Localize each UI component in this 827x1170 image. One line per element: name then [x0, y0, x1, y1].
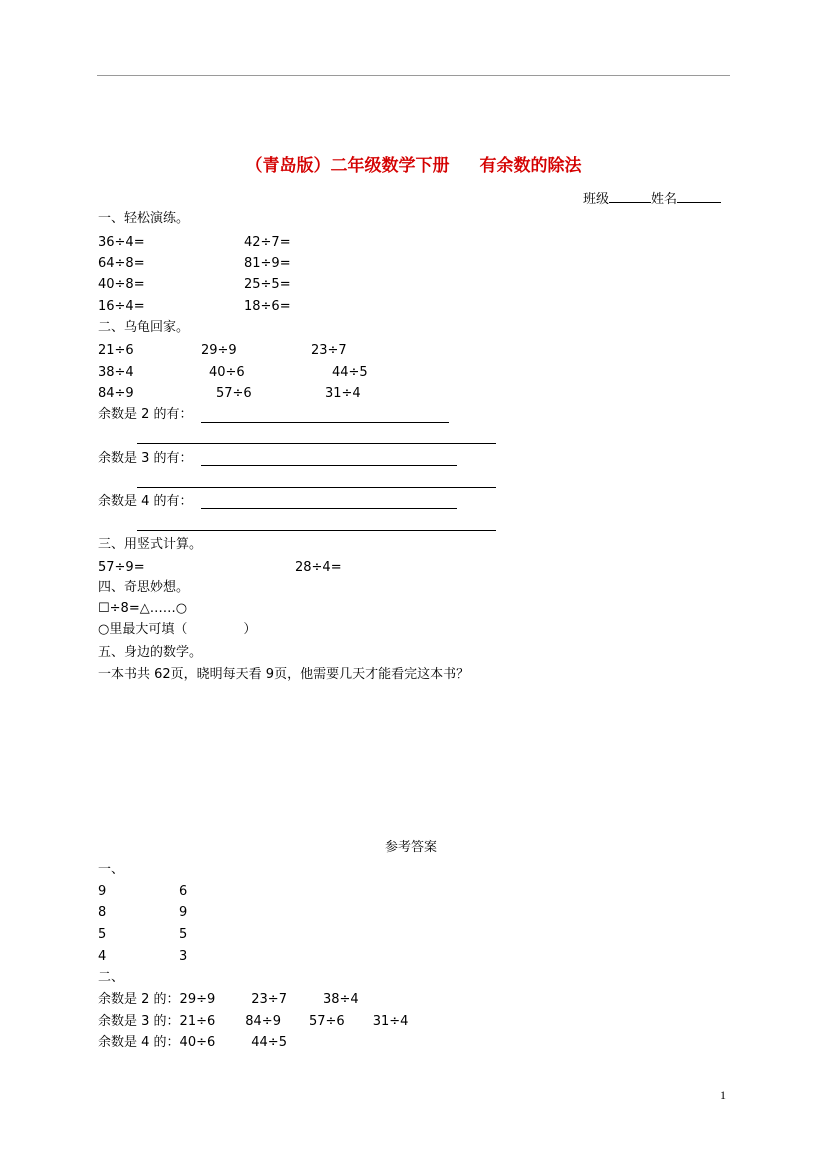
answer-line[interactable]: [137, 487, 496, 488]
class-name-fields: [583, 190, 721, 208]
answer-value: 8: [98, 905, 107, 920]
s1-item: 81÷9=: [244, 256, 291, 271]
name-label: 姓名: [651, 192, 678, 207]
answer-line[interactable]: [201, 465, 457, 466]
s1-item: 40÷8=: [98, 277, 145, 292]
answer-line[interactable]: [137, 443, 496, 444]
s1-item: 16÷4=: [98, 299, 145, 314]
answers-part1-label: 一、: [98, 862, 125, 877]
s2-item: 31÷4: [325, 386, 361, 401]
remainder-3-prompt: 余数是 3 的有：: [98, 451, 193, 466]
s1-item: 42÷7=: [244, 235, 291, 250]
answer-value: 5: [179, 927, 188, 942]
section3-heading: 三、用竖式计算。: [98, 537, 203, 552]
s2-item: 57÷6: [216, 386, 252, 401]
name-blank[interactable]: [677, 190, 721, 203]
class-blank[interactable]: [609, 190, 651, 203]
answers-part2-label: 二、: [98, 970, 125, 985]
s3-item: 28÷4=: [295, 560, 342, 575]
answers-title: 参考答案: [385, 840, 438, 855]
page-title: （青岛版）二年级数学下册 有余数的除法: [245, 156, 582, 176]
s2-item: 23÷7: [311, 343, 347, 358]
answer-line-remainder-4: 余数是 4 的：40÷6 44÷5: [98, 1035, 287, 1050]
answer-line[interactable]: [137, 530, 496, 531]
answer-line[interactable]: [201, 508, 457, 509]
answer-value: 6: [179, 884, 188, 899]
s3-item: 57÷9=: [98, 560, 145, 575]
remainder-4-prompt: 余数是 4 的有：: [98, 494, 193, 509]
answer-value: 5: [98, 927, 107, 942]
puzzle-equation: ☐÷8=△……○: [98, 601, 188, 616]
s2-item: 84÷9: [98, 386, 134, 401]
section4-heading: 四、奇思妙想。: [98, 580, 190, 595]
remainder-2-prompt: 余数是 2 的有：: [98, 407, 193, 422]
header-rule: [97, 75, 730, 76]
puzzle-question: ○里最大可填（ ）: [98, 622, 257, 637]
answer-line-remainder-3: 余数是 3 的：21÷6 84÷9 57÷6 31÷4: [98, 1014, 409, 1029]
answer-line-remainder-2: 余数是 2 的：29÷9 23÷7 38÷4: [98, 992, 359, 1007]
s1-item: 25÷5=: [244, 277, 291, 292]
s1-item: 18÷6=: [244, 299, 291, 314]
s2-item: 40÷6: [209, 365, 245, 380]
section1-heading: 一、轻松演练。: [98, 211, 190, 226]
answer-value: 9: [98, 884, 107, 899]
answer-value: 3: [179, 949, 188, 964]
s1-item: 36÷4=: [98, 235, 145, 250]
page-number: 1: [720, 1088, 726, 1102]
answer-value: 4: [98, 949, 107, 964]
s2-item: 21÷6: [98, 343, 134, 358]
s2-item: 29÷9: [201, 343, 237, 358]
class-label: 班级: [583, 192, 610, 207]
s2-item: 38÷4: [98, 365, 134, 380]
section5-heading: 五、身边的数学。: [98, 645, 203, 660]
section2-heading: 二、乌龟回家。: [98, 320, 190, 335]
word-problem: 一本书共 62页，晓明每天看 9页，他需要几天才能看完这本书？: [98, 667, 470, 682]
s1-item: 64÷8=: [98, 256, 145, 271]
s2-item: 44÷5: [332, 365, 368, 380]
answer-value: 9: [179, 905, 188, 920]
answer-line[interactable]: [201, 422, 449, 423]
